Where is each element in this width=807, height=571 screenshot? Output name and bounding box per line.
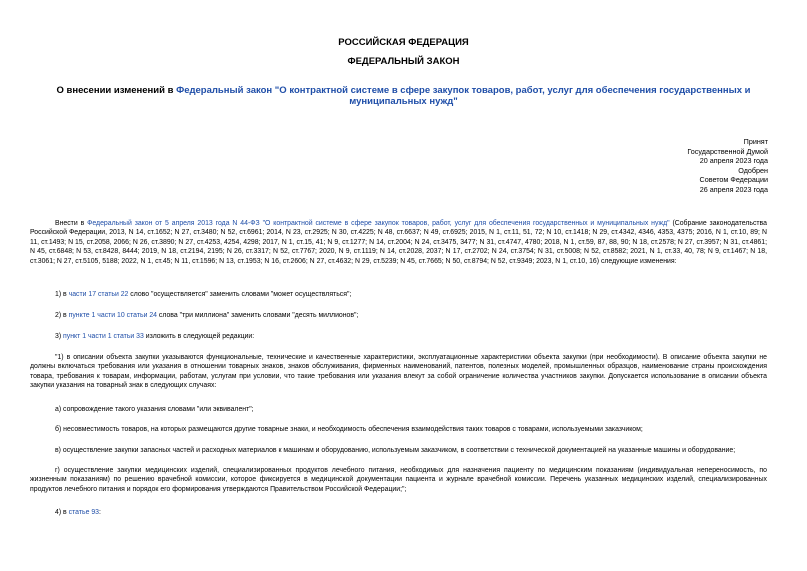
adoption-block [687, 137, 768, 194]
item-4 [30, 508, 767, 517]
item-4-rest: : [99, 509, 101, 516]
item-1 [30, 290, 767, 299]
country-heading: РОССИЙСКАЯ ФЕДЕРАЦИЯ [338, 37, 469, 48]
law-type-heading: ФЕДЕРАЛЬНЫЙ ЗАКОН [347, 56, 460, 67]
item-1-rest: слово "осуществляется" заменить словами "может осуществляться"; [128, 291, 352, 298]
quote-paragraph: "1) в описании объекта закупки указываются функциональные, технические и качественные характеристики, эксплуатационные характеристики объекта закупки (при необходимости). В описание объекта закупки не должны включаться требования или указания в отношении товарных знаков, знаков обслуживания, фирменных наименований, патентов, полезных моделей, промышленных образцов, наименование страны происхождения товара, требования к товарам, информации, работам, услугам при условии, что такие требования или указания влекут за собой ограничение количества участников закупки. Допускается использование в описании объекта закупки указания на товарный знак в следующих случаях: [30, 354, 767, 390]
item-2-rest: слова "три миллиона" заменить словами "десять миллионов"; [157, 312, 359, 319]
subitem-a: а) сопровождение такого указания словами "или эквивалент"; [55, 406, 254, 413]
approval-line: Советом Федерации [699, 175, 768, 184]
law-title-link[interactable]: Федеральный закон "О контрактной системе в сфере закупок товаров, работ, услуг для обеспечения государственных и муниципальных нужд" [176, 85, 751, 107]
subitem-b: б) несовместимость товаров, на которых размещаются другие товарные знаки, и необходимость обеспечения взаимодействия таких товаров с товарами, используемыми заказчиком; [55, 426, 643, 433]
item-4-link[interactable]: статье 93 [68, 509, 99, 516]
law-title [30, 85, 777, 107]
approval-line: Одобрен [738, 165, 768, 175]
item-3-link[interactable]: пункт 1 части 1 статьи 33 [63, 333, 144, 340]
item-3-rest: изложить в следующей редакции: [143, 333, 255, 340]
intro-paragraph [30, 219, 767, 266]
item-3 [30, 332, 767, 341]
subitem-g: г) осуществление закупки медицинских изделий, специализированных продуктов лечебного питания, необходимых для назначения пациенту по медицинским показаниям (индивидуальная непереносимость, по жизненным показаниям) по решению врачебной комиссии, которое фиксируется в медицинской документации пациента и журнале врачебной комиссии. Перечень указанных медицинских изделий, специализированных продуктов лечебного питания и порядок его формирования утверждаются Правительством Российской Федерации;"; [30, 467, 767, 493]
adoption-date: 20 апреля 2023 года [699, 156, 768, 165]
item-2-link[interactable]: пункте 1 части 10 статьи 24 [68, 312, 158, 319]
intro-prefix: Внести в [55, 220, 88, 227]
item-1-prefix: 1) в [55, 291, 69, 298]
item-2-prefix: 2) в [55, 312, 69, 319]
item-4-prefix: 4) в [55, 509, 69, 516]
approval-date: 26 апреля 2023 года [699, 184, 768, 194]
item-1-link[interactable]: части 17 статьи 22 [68, 291, 129, 298]
law-title-prefix: О внесении изменений в [56, 85, 177, 96]
intro-law-link[interactable]: Федеральный закон от 5 апреля 2013 года N 44-ФЗ "О контрактной системе в сфере закупок товаров, работ, услуг для обеспечения государственных и муниципальных нужд" [87, 220, 670, 227]
item-3-prefix: 3) [55, 333, 64, 340]
adoption-line: Принят [743, 137, 768, 146]
item-2 [30, 311, 767, 320]
subitem-v: в) осуществление закупки запасных частей и расходных материалов к машинам и оборудованию, используемым заказчиком, в соответствии с технической документацией на указанные машины и оборудование; [55, 447, 736, 454]
intro-rest: (Собрание законодательства Российской Федерации, 2013, N 14, ст.1652; N 27, ст.3480; N 52, ст.6961; 2014, N 23, ст.2925; N 30, ст.4225; N 48, ст.6637; N 49, ст.6925; 2015, N 1, ст.11, 51, 72; N 10, ст.1418; N 29, ст.4342, 4346, 4353, 4375; 2016, N 1, ст.10, 89; N 11, ст.1493; N 15, ст.2058, 2066; N 26, ст.3890; N 27, ст.4253, 4254, 4298; 2017, N 1, ст.15, 41; N 9, ст.1277; N 14, ст.2004; N 24, ст.3475, 3477; N 31, ст.4747, 4780; 2018, N 1, ст.59, 87, 88, 90; N 18, ст.2578; N 27, ст.3957; N 31, ст.4861; N 45, ст.6848; N 53, ст.8428, 8444; 2019, N 18, ст.2194, 2195; N 26, ст.3317; N 52, ст.7767; 2020, N 9, ст.1119; N 14, ст.2028, 2037; N 17, ст.2702; N 24, ст.3754; N 31, ст.5008; N 52, ст.8582; 2021, N 1, ст.33, 40, 78; N 9, ст.1467; N 18, ст.3061; N 27, ст.5105, 5188; 2022, N 1, ст.45; N 11, ст.1596; N 13, ст.1953; N 16, ст.2606; N 27, ст.4632; N 29, ст.5239; N 45, ст.7665; N 50, ст.8794; N 52, ст.9349; 2023, N 1, ст.10, 16) следующие изменения: [30, 220, 767, 265]
adoption-line: Государственной Думой [687, 146, 768, 156]
